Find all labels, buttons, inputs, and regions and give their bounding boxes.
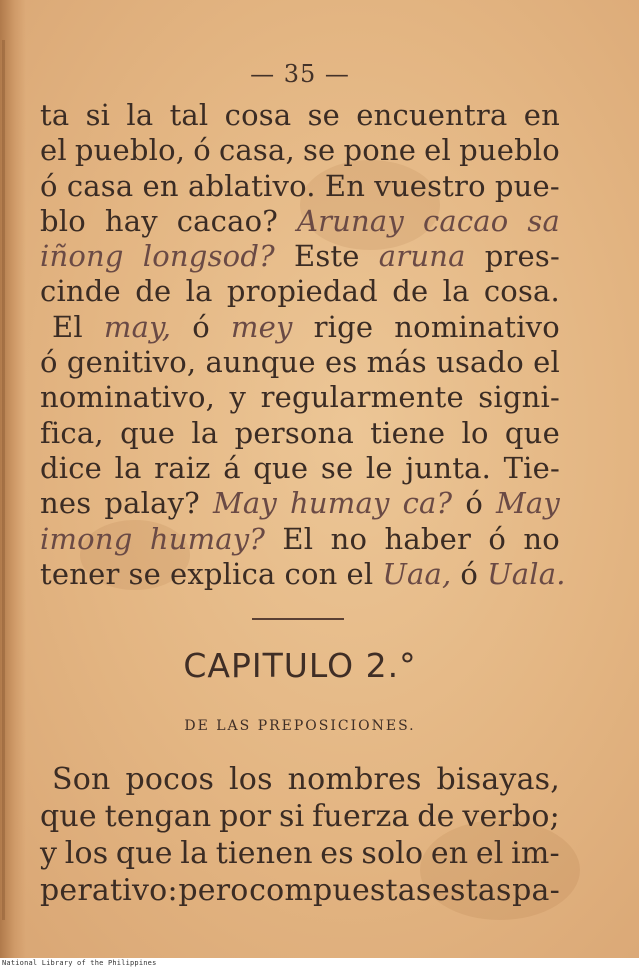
italic-word: aruna — [378, 239, 466, 274]
word: de — [135, 274, 172, 309]
word: se — [320, 450, 354, 485]
word: no — [330, 521, 368, 556]
word: los — [64, 836, 109, 871]
word: Este — [293, 239, 360, 274]
word: pue- — [494, 168, 560, 203]
word: verbo; — [462, 799, 560, 834]
word: im- — [511, 836, 560, 871]
word: es — [320, 836, 354, 871]
word: estas — [432, 873, 512, 908]
word: y — [40, 836, 58, 871]
text-line — [40, 836, 560, 873]
word: más — [366, 345, 427, 380]
page-spine-edge — [2, 40, 5, 920]
word: haber — [384, 521, 472, 556]
italic-word: ca? — [402, 486, 453, 521]
word: si — [279, 799, 305, 834]
word: cinde — [40, 274, 121, 309]
word: ablativo. — [187, 168, 316, 203]
word: perativo: — [40, 873, 178, 908]
word: con — [284, 556, 338, 591]
footer-credit: National Library of the Philippines — [2, 959, 157, 967]
word: la — [126, 98, 154, 132]
italic-word: May — [212, 486, 277, 521]
word: propiedad — [226, 274, 378, 309]
italic-word: humay — [290, 486, 390, 521]
word: casa, — [218, 133, 295, 168]
word: casa — [66, 168, 134, 203]
italic-word: cacao — [422, 203, 509, 238]
word: que — [40, 799, 97, 834]
word: la — [191, 415, 219, 450]
word: si — [85, 98, 111, 132]
word: pero — [178, 873, 249, 908]
word: que — [253, 450, 309, 485]
word: ó — [465, 486, 483, 521]
word: En — [324, 168, 366, 203]
text-line — [40, 451, 560, 486]
word: solo — [361, 836, 424, 871]
word: el — [475, 836, 504, 871]
word: cosa — [224, 98, 292, 132]
word: se — [128, 556, 161, 591]
word: por — [219, 799, 272, 834]
italic-word: may, — [103, 309, 172, 344]
word: que — [115, 836, 173, 871]
word: palay? — [104, 486, 200, 521]
word: El — [52, 309, 83, 344]
italic-word: Uaa, — [382, 556, 452, 591]
word: bisayas, — [436, 762, 560, 797]
word: rige — [313, 309, 374, 344]
text-line — [40, 380, 560, 415]
text-line — [40, 486, 560, 521]
word: vuestro — [374, 168, 486, 203]
word: encuentra — [356, 98, 508, 132]
section-divider — [252, 618, 344, 620]
italic-word: mey — [230, 309, 293, 344]
italic-word: Arunay — [296, 203, 404, 238]
italic-word: iñong — [40, 239, 124, 274]
page-number: — 35 — — [250, 60, 350, 88]
text-line — [40, 310, 560, 345]
italic-word: imong — [40, 521, 133, 556]
word: usado — [436, 345, 524, 380]
word: ó — [460, 556, 479, 591]
word: tal — [169, 98, 209, 132]
word: ó — [40, 168, 58, 203]
word: de — [392, 274, 429, 309]
word: genitivo, — [66, 345, 197, 380]
word: el — [533, 345, 560, 380]
word: se — [307, 98, 341, 132]
word: cacao? — [176, 203, 279, 238]
text-line — [40, 98, 560, 133]
text-line — [40, 799, 560, 836]
word: ó — [192, 309, 210, 344]
word: la — [185, 274, 213, 309]
word: tienen — [215, 836, 313, 871]
word: pocos — [125, 762, 215, 797]
word: ó — [193, 133, 211, 168]
word: cosa. — [483, 274, 560, 309]
word: hay — [104, 203, 158, 238]
word: pueblo — [459, 133, 560, 168]
word: de — [417, 799, 455, 834]
word: tengan — [104, 799, 212, 834]
word: dice — [40, 450, 103, 485]
word: el — [346, 556, 374, 591]
word: la — [442, 274, 470, 309]
text-line — [40, 522, 560, 557]
word: compuestas — [249, 873, 432, 908]
word: nominativo — [394, 309, 560, 344]
word: que — [120, 415, 176, 450]
italic-word: sa — [527, 203, 560, 238]
word: fica, — [40, 415, 104, 450]
word: Son — [52, 762, 111, 797]
italic-word: May — [496, 486, 560, 521]
word: ta — [40, 98, 70, 132]
text-line — [40, 204, 560, 239]
word: á — [223, 450, 241, 485]
word: signi- — [478, 380, 560, 415]
word: los — [229, 762, 273, 797]
text-line — [40, 873, 560, 910]
word: blo — [40, 203, 86, 238]
word: es — [324, 345, 358, 380]
text-line — [40, 133, 560, 168]
paragraph-2 — [40, 762, 560, 910]
word: nombres — [287, 762, 422, 797]
word: pone — [343, 133, 417, 168]
chapter-title: CAPITULO 2.° — [183, 646, 417, 685]
word: fuerza — [312, 799, 410, 834]
word: lo — [461, 415, 489, 450]
word: ó — [488, 521, 507, 556]
word: pueblo, — [74, 133, 186, 168]
word: el — [40, 133, 67, 168]
word: el — [424, 133, 452, 168]
word: y — [229, 380, 247, 415]
text-line — [40, 239, 560, 274]
word: pa- — [512, 873, 560, 908]
word: tener — [40, 556, 120, 591]
word: raiz — [154, 450, 211, 485]
text-line — [40, 762, 560, 799]
italic-word: longsod? — [142, 239, 275, 274]
text-line — [40, 416, 560, 451]
italic-word: humay? — [149, 521, 266, 556]
word: la — [114, 450, 142, 485]
word: persona — [234, 415, 354, 450]
word: ó — [40, 345, 58, 380]
text-line — [40, 274, 560, 309]
text-line — [40, 169, 560, 204]
word: nes — [40, 486, 92, 521]
text-line — [40, 345, 560, 380]
word: en — [523, 98, 560, 132]
word: aunque — [205, 345, 316, 380]
word: Tie- — [503, 450, 560, 485]
word: la — [180, 836, 209, 871]
text-line — [40, 556, 566, 592]
word: explica — [169, 556, 276, 591]
word: que — [504, 415, 560, 450]
word: nominativo, — [40, 380, 216, 415]
italic-word: Uala. — [487, 556, 566, 591]
paragraph-1 — [40, 98, 566, 592]
word: pres- — [484, 239, 560, 274]
word: El — [282, 521, 314, 556]
word: le — [365, 450, 393, 485]
word: en — [142, 168, 179, 203]
word: junta. — [405, 450, 491, 485]
word: regularmente — [260, 380, 464, 415]
chapter-subtitle: DE LAS PREPOSICIONES. — [184, 718, 416, 734]
word: tiene — [370, 415, 446, 450]
word: en — [430, 836, 469, 871]
word: se — [302, 133, 336, 168]
word: no — [523, 521, 560, 556]
